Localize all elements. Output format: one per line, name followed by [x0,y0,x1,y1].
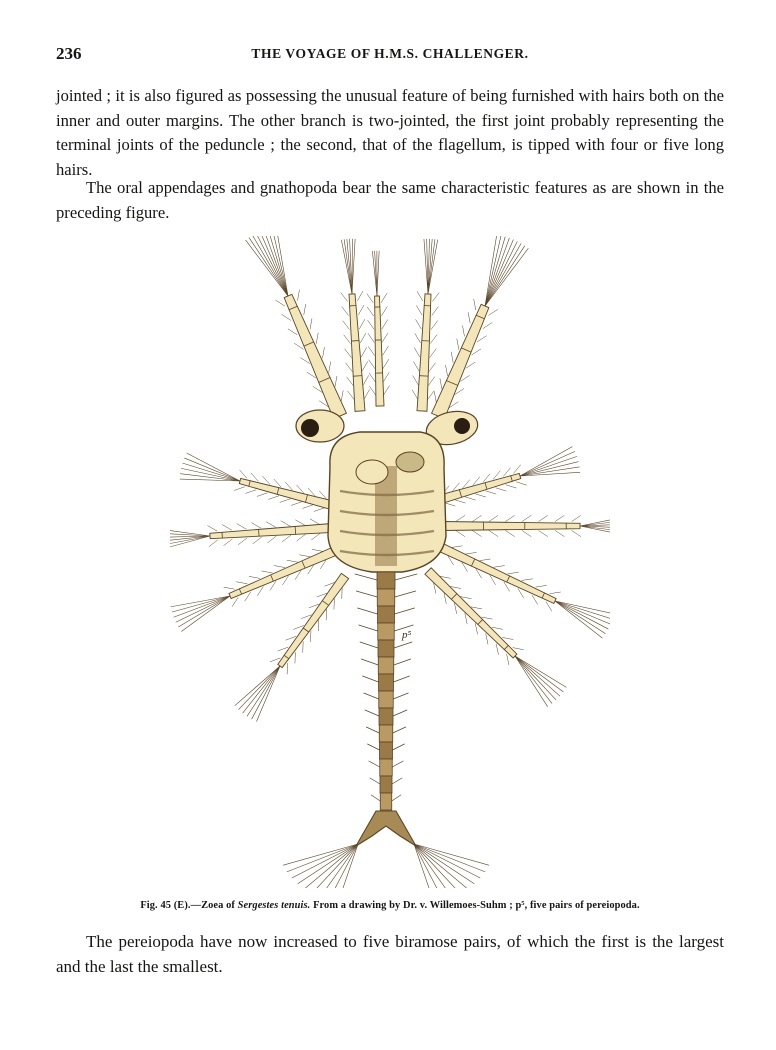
left-limb-2-hair [238,538,247,545]
abdomen-segment [379,708,393,725]
right-limb-1-hair [475,494,485,497]
right-antennule-hair [429,363,435,372]
left-limb-3-hair [245,592,251,601]
mid-antenna-hair [367,294,373,303]
left-limb-1-hair [246,490,256,494]
right-limb-4-hair [461,597,472,599]
abdomen-spine [361,659,378,665]
right-limb-2-hair [489,516,498,522]
right-limb-4-bristle [515,656,563,692]
tail-bristle [283,844,358,865]
left-limb-4-hair [286,636,296,640]
abdomen-spine [393,710,407,716]
left-antennule-hair [364,390,369,399]
left-limb-2 [210,524,332,539]
abdomen-segment [378,657,394,674]
mid-antenna-hair [384,386,390,395]
right-antennule-hair [416,306,422,315]
right-antennule-hair [433,293,439,302]
left-antennule-bristle [341,240,352,294]
right-antenna-hair [468,312,470,323]
left-limb-2-hair [268,536,277,543]
right-antennule-hair [417,291,423,300]
right-limb-3-hair [480,559,491,561]
right-limb-2-hair [505,516,514,522]
right-limb-4-hair [454,603,456,614]
right-limb-4-bristle [515,656,566,687]
mid-antenna-hair [369,360,375,369]
abdomen-segment [380,742,393,759]
abdomen-spine [364,693,379,699]
left-limb-1-hair [262,476,269,484]
abdomen-spine [393,693,408,699]
right-limb-2-hair [572,531,581,537]
right-limb-4 [425,568,517,658]
left-antenna-hair [316,333,318,344]
right-limb-4-bristle [515,656,547,706]
left-limb-1-hair [291,502,301,506]
right-antenna-hair [472,349,481,355]
abdomen-spine [394,659,411,665]
left-limb-2-hair [224,539,233,546]
left-limb-1-hair [314,508,324,512]
right-limb-1-hair [503,468,510,476]
left-antenna-hair [335,376,337,387]
right-limb-1-hair [486,491,496,494]
left-antenna-bristle [272,236,288,296]
right-limb-2-hair [456,531,465,537]
left-antennule-hair [346,363,353,372]
abdomen-spine [392,795,401,801]
left-limb-3-bristle [176,596,230,622]
left-antenna-hair [276,300,285,306]
right-limb-1-bristle [520,451,575,476]
right-antennule-hair [414,362,420,371]
left-limb-2-hair [266,522,275,527]
left-limb-2-hair [312,533,321,540]
right-antenna-hair [477,336,486,342]
right-limb-3-hair [546,602,552,611]
right-limb-2-hair [572,516,581,522]
right-limb-1-hair [455,500,465,503]
left-limb-1-hair [257,493,267,497]
left-antenna-hair [301,358,310,364]
left-antennule-hair [348,391,355,400]
right-limb-1-hair [445,503,455,506]
right-limb-2-hair [456,516,465,522]
right-limb-3-hair [532,595,538,604]
paragraph-2: The oral appendages and gnathopoda bear the same characteristic features as are shown in the preceding figure. [56,178,724,222]
left-limb-3-hair [262,571,273,573]
caption-species: Sergestes tenuis. [237,900,311,911]
left-limb-2-joint [295,526,296,534]
left-antenna-hair [310,319,312,330]
right-antennule-hair [430,335,436,344]
abdomen-spine [368,744,380,750]
abdomen-spine [369,761,380,767]
mid-antenna-bristle [377,251,379,296]
right-limb-3-bristle [555,601,605,634]
abdomen-segment [377,589,395,606]
left-limb-1-hair [303,505,313,509]
abdomen-spine [393,727,406,733]
mid-antenna-hair [368,320,374,329]
abdomen-segment [378,606,395,623]
left-antennule-hair [342,307,349,316]
telson [356,811,416,846]
right-limb-4-hair [507,654,509,665]
left-limb-4-hair [278,647,288,651]
left-antennule-hair [357,291,362,300]
left-limb-4-bristle [252,666,280,719]
right-limb-1-hair [493,471,500,479]
right-limb-2-hair [522,531,531,537]
left-limb-2-bristle [170,536,210,554]
left-limb-2-hair [222,525,231,530]
abdomen-spine [360,642,378,648]
abdomen-segment [380,759,393,776]
right-limb-3-hair [452,546,463,548]
abdomen-spine [395,591,416,597]
left-antennule-hair [360,333,365,342]
left-limb-3-hair [232,597,238,606]
figure-caption [56,900,724,911]
mid-antenna-hair [368,347,374,356]
right-limb-4-hair [502,637,513,639]
right-antennule-hair [428,377,434,386]
page-number: 236 [56,44,82,63]
right-limb-4-bristle [515,656,556,700]
right-limb-1-hair [506,485,516,488]
right-limb-3-hair [550,592,561,594]
abdomen-spine [359,625,378,631]
left-limb-4 [278,573,349,667]
left-antennule-hair [345,349,352,358]
paragraph-3: The pereiopoda have now increased to five biramose pairs, of which the first is the largest and the last the smallest. [56,932,724,976]
abdomen-segment [378,623,395,640]
left-antennule-joint [351,341,359,342]
right-limb-3-bristle [555,601,602,638]
left-antenna-hair [323,347,325,358]
right-antennule-hair [413,376,419,385]
left-limb-1-hair [274,479,281,487]
abdomen-spine [370,778,380,784]
left-limb-3 [229,547,337,599]
abdomen-spine [365,710,379,716]
abdomen-spine [394,642,412,648]
left-antenna-bristle [260,236,288,296]
right-limb-2-hair [539,516,548,522]
right-limb-1-hair [465,497,475,500]
right-limb-2-hair [555,516,564,522]
abdomen-spine [358,608,378,614]
left-antennule-hair [359,319,364,328]
left-eye [301,419,319,437]
right-limb-4-hair [486,634,488,645]
left-antenna-hair [329,362,331,373]
left-limb-3-hair [299,555,310,557]
right-antennule-hair [415,334,421,343]
mid-antenna [375,296,384,406]
abdomen-spine [395,608,415,614]
left-limb-4-bristle [239,666,280,709]
right-antenna-hair [434,392,436,403]
left-antennule-hair [362,361,367,370]
left-antenna-hair [282,315,291,321]
mouthpart-right [396,452,424,472]
mid-antenna-hair [382,307,388,316]
mid-antenna-hair [382,320,388,329]
right-limb-1-hair [496,488,506,491]
right-limb-3-hair [536,585,547,587]
left-antenna-hair [288,329,297,335]
mid-antenna-hair [383,346,389,355]
left-antenna-bristle [249,238,288,296]
right-limb-2-hair [472,516,481,522]
right-limb-4-bristle [515,656,552,703]
right-limb-4-hair [465,613,467,624]
right-limb-3-hair [494,566,505,568]
abdomen-segment [377,572,395,589]
left-limb-4-hair [270,658,280,662]
right-limb-2-hair [539,531,548,537]
right-limb-2-hair [555,531,564,537]
left-limb-3-bristle [174,596,230,617]
right-limb-4-hair [492,627,503,629]
zoea-body [296,407,481,846]
right-antenna-hair [466,362,475,368]
left-limb-1-hair [240,470,247,478]
tail-bristle [414,844,489,865]
left-limb-3-hair [224,587,235,589]
caption-suffix: From a drawing by Dr. v. Willemoes-Suhm ; p⁵, five pairs of pereiopoda. [310,900,640,911]
left-antennule-hair [343,321,350,330]
abdomen-spine [366,727,379,733]
left-limb-4-bristle [257,666,280,721]
left-limb-4-bristle [235,666,280,706]
figure-label-p5: p⁵ [402,629,412,641]
mid-antenna-hair [382,333,388,342]
left-limb-4-bristle [247,666,280,716]
left-limb-1 [239,478,336,510]
right-limb-2-hair [472,531,481,537]
abdomen-segment [379,674,394,691]
left-antennule [349,294,365,412]
left-antennule-hair [363,376,368,385]
left-limb-3-hair [236,582,247,584]
left-limb-2-bristle [170,527,210,536]
mid-antenna-hair [369,386,375,395]
right-limb-1 [434,473,521,505]
abdomen-spine [371,795,380,801]
left-antenna-hair [304,304,306,315]
abdomen-segment [378,640,394,657]
right-antennule-hair [416,320,422,329]
left-antennule-bristle [347,239,352,294]
abdomen-spine [395,574,417,580]
zoea-illustration [170,236,610,888]
abdomen-spine [392,778,402,784]
right-limb-4-hair [482,617,493,619]
right-limb-2-hair [505,531,514,537]
right-eye [454,418,470,434]
right-limb-2-hair [489,531,498,537]
left-limb-2-hair [297,534,306,541]
left-limb-3-hair [257,587,263,596]
right-limb-1-hair [473,477,480,485]
right-antennule-hair [430,349,436,358]
abdomen-segment [380,793,392,810]
right-antenna-bristle [485,246,525,306]
left-limb-1-hair [280,499,290,503]
tail-bristle [320,844,358,888]
right-antenna [432,304,489,418]
left-antennule-hair [344,335,351,344]
left-antenna-hair [298,290,300,301]
caption-prefix: Fig. 45 (E).—Zoea of [140,900,238,911]
right-antenna-hair [474,299,476,310]
abdomen-spine [393,744,405,750]
right-limb-1-bristle [520,467,579,476]
right-limb-4-hair [471,607,482,609]
left-limb-1-hair [285,482,292,490]
left-limb-2-hair [281,521,290,526]
abdomen-spine [363,676,379,682]
right-antennule-hair [431,321,437,330]
right-limb-1-hair [483,474,490,482]
right-limb-4-hair [475,624,477,635]
right-antennule [417,294,431,411]
left-antennule-hair [361,347,366,356]
right-antenna-hair [446,365,448,376]
right-limb-2-hair [522,516,531,522]
right-limb-3-bristle [555,601,610,624]
right-antennule-hair [412,390,418,399]
mid-antenna-hair [368,333,374,342]
right-antennule-hair [414,348,420,357]
left-limb-1-hair [251,473,258,481]
tail-bristle [414,844,452,888]
mid-antenna-hair [381,293,387,302]
left-limb-2-hair [295,520,304,525]
right-antenna-bristle [485,238,509,306]
right-limb-3-hair [522,579,533,581]
abdomen-segment [379,691,394,708]
paragraph-1: jointed ; it is also figured as possessing the unusual feature of being furnished with hairs both on the inner and outer margins. The other branch is two-jointed, the first joint probably representing the terminal joints of the peduncle ; the second, that of the flagellum, is tipped with four or five long hairs. [56,86,724,179]
abdomen-spine [356,591,377,597]
right-antenna-bristle [485,240,513,306]
abdomen-spine [392,761,403,767]
mouthpart-left [356,460,388,484]
right-limb-1-bristle [520,462,578,476]
right-limb-4-hair [513,648,524,650]
right-antennule-hair [428,391,434,400]
mid-antenna-hair [369,373,375,382]
right-antenna-hair [457,339,459,350]
left-limb-2-hair [208,526,217,531]
left-antenna-hair [294,343,303,349]
left-antennule-hair [341,293,348,302]
left-limb-3-bristle [172,596,230,612]
left-limb-1-hair [234,487,244,491]
right-limb-3-hair [508,572,519,574]
mid-antenna-hair [383,373,389,382]
right-limb-4-bristle [515,656,560,696]
left-limb-2-hair [209,540,218,547]
left-limb-1-hair [269,496,279,500]
left-limb-3-hair [274,566,285,568]
right-antenna-hair [440,378,442,389]
abdomen-spine [394,676,410,682]
left-limb-3-bristle [182,596,230,631]
right-limb-3-bristle [555,601,610,619]
left-limb-3-hair [249,576,260,578]
left-limb-4-hair [294,626,304,630]
right-limb-4-hair [496,644,498,655]
page-header [56,44,724,68]
left-antennule-hair [358,305,363,314]
left-antennule-hair [347,377,354,386]
abdomen-spine [355,574,377,580]
right-limb-1-hair [514,465,521,473]
left-limb-2-hair [237,524,246,529]
left-limb-2-hair [310,519,319,524]
abdomen-segment [380,776,392,793]
left-limb-2-hair [253,537,262,544]
left-limb-3-hair [287,560,298,562]
right-antenna-hair [483,323,492,329]
left-limb-2-hair [282,535,291,542]
running-title: THE VOYAGE OF H.M.S. CHALLENGER. [251,46,529,61]
right-limb-1-bristle [520,447,572,476]
left-limb-2-hair [252,523,261,528]
right-limb-3-hair [466,552,477,554]
right-antennule-hair [432,307,438,316]
right-limb-3-hair [518,589,524,598]
right-antenna-hair [462,326,464,337]
left-limb-3-hair [312,549,323,551]
mid-antenna-bristle [372,251,377,296]
left-antenna [284,294,346,418]
right-limb-2 [442,522,580,531]
left-limb-4-bristle [243,666,280,713]
right-antenna-hair [489,309,498,315]
mid-antenna-hair [367,307,373,316]
abdomen-segment [379,725,393,742]
right-limb-2-bristle [580,523,610,526]
right-limb-1-hair [516,482,526,485]
mid-antenna-hair [383,359,389,368]
left-antenna-hair [341,391,343,402]
left-antenna-bristle [256,236,288,296]
right-antenna-hair [451,352,453,363]
